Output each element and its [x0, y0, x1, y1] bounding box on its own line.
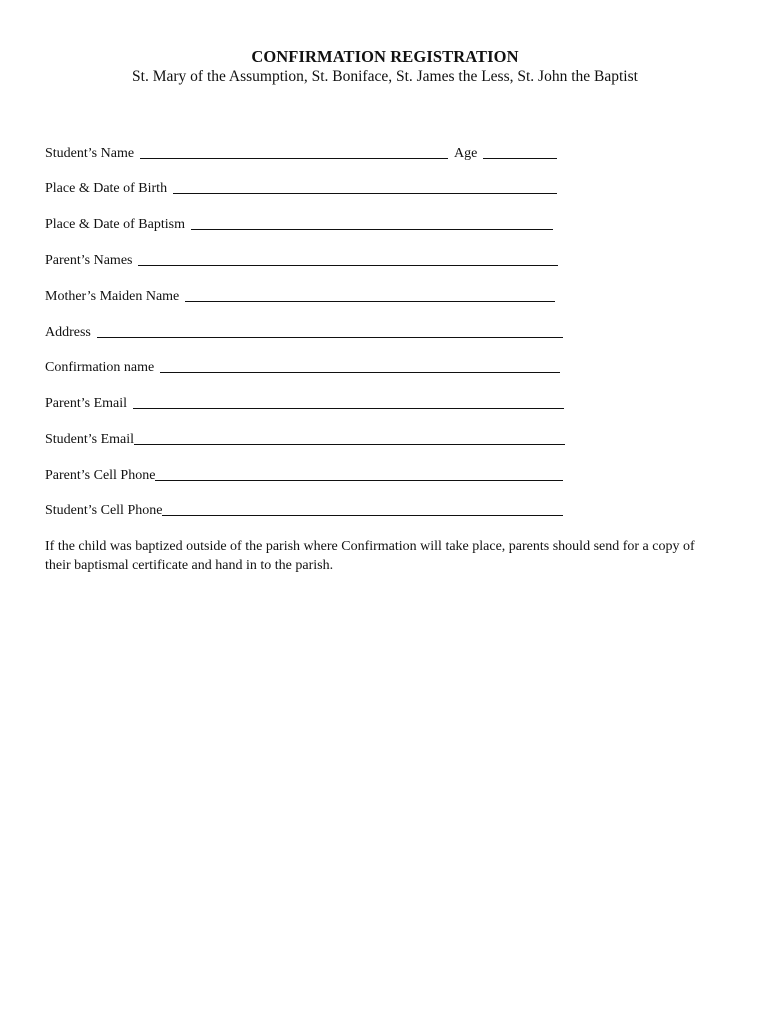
birth-label: Place & Date of Birth — [45, 181, 168, 196]
parent-cell-label: Parent’s Cell Phone — [45, 468, 156, 483]
form-title: CONFIRMATION REGISTRATION — [251, 47, 519, 66]
baptism-row — [45, 213, 553, 233]
parents-names-field[interactable] — [138, 251, 558, 266]
age-field[interactable] — [483, 144, 557, 159]
student-name-row — [45, 142, 557, 162]
baptismal-certificate-note: If the child was baptized outside of the parish where Confirmation will take place, parents should send for a copy of their baptismal certificate and hand in to the parish. — [45, 539, 695, 573]
parish-list-subtitle: St. Mary of the Assumption, St. Boniface, St. James the Less, St. John the Baptist — [132, 68, 638, 85]
student-email-label: Student’s Email — [45, 432, 135, 447]
address-row — [45, 321, 563, 341]
parent-email-label: Parent’s Email — [45, 396, 128, 411]
maiden-name-field[interactable] — [185, 287, 555, 302]
confirmation-name-row — [45, 356, 560, 376]
student-email-field[interactable] — [134, 430, 565, 445]
parent-email-field[interactable] — [133, 394, 564, 409]
student-name-label: Student’s Name — [45, 146, 135, 161]
confirmation-name-label: Confirmation name — [45, 360, 155, 375]
parent-cell-row — [45, 464, 563, 484]
parents-names-row — [45, 249, 558, 269]
student-name-field[interactable] — [140, 144, 448, 159]
student-cell-row — [45, 499, 563, 519]
address-field[interactable] — [97, 323, 563, 338]
student-cell-field[interactable] — [162, 501, 563, 516]
baptism-field[interactable] — [191, 215, 553, 230]
address-label: Address — [45, 325, 91, 340]
maiden-name-label: Mother’s Maiden Name — [45, 289, 180, 304]
age-label: Age — [454, 146, 478, 161]
parent-cell-field[interactable] — [155, 466, 563, 481]
student-cell-label: Student’s Cell Phone — [45, 503, 163, 518]
birth-field[interactable] — [173, 179, 557, 194]
maiden-name-row — [45, 285, 555, 305]
birth-row — [45, 177, 557, 197]
parent-email-row — [45, 392, 564, 412]
parents-names-label: Parent’s Names — [45, 253, 133, 268]
baptism-label: Place & Date of Baptism — [45, 217, 185, 232]
confirmation-name-field[interactable] — [160, 358, 560, 373]
student-email-row — [45, 428, 565, 448]
